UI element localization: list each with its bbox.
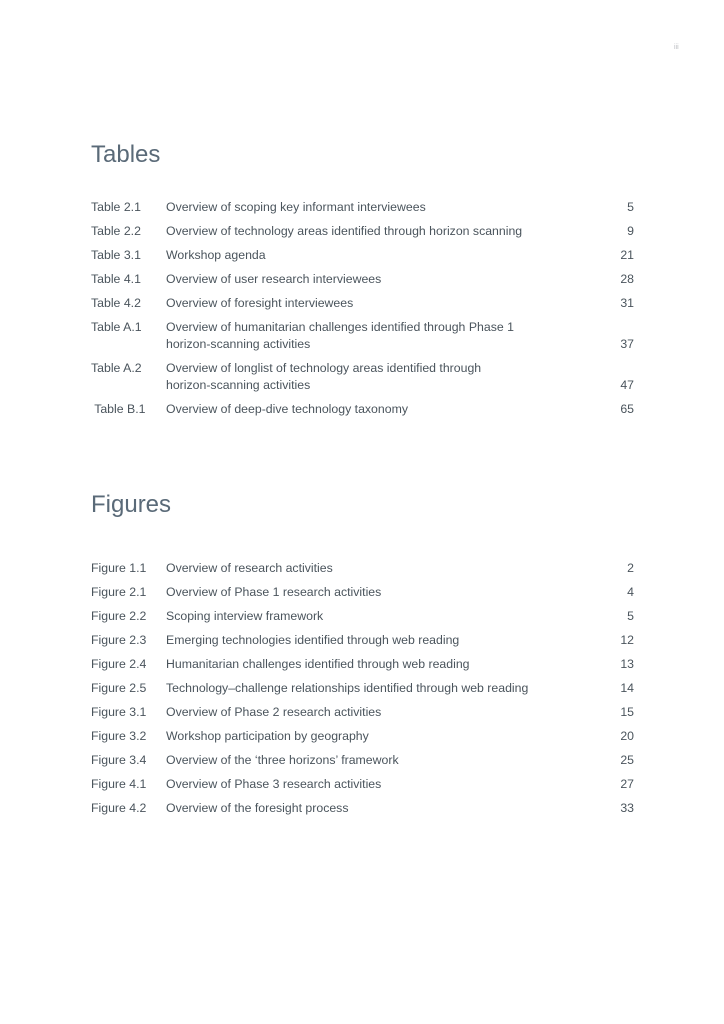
entry-page-number: 12 xyxy=(620,633,634,647)
page-number: iii xyxy=(674,44,679,51)
figure-entry[interactable] xyxy=(91,608,634,625)
entry-page-number: 65 xyxy=(620,402,634,416)
figure-entry[interactable] xyxy=(91,632,634,649)
entry-title: Technology–challenge relationships identified through web reading xyxy=(166,681,529,695)
entry-label: Table A.1 xyxy=(91,320,142,334)
entry-label: Figure 4.2 xyxy=(91,801,147,815)
list-of-figures xyxy=(91,560,634,824)
entry-label: Figure 4.1 xyxy=(91,777,147,791)
entry-page-number: 28 xyxy=(620,272,634,286)
entry-label: Table 4.1 xyxy=(91,272,141,286)
entry-title: Emerging technologies identified through web reading xyxy=(166,633,460,647)
entry-label: Table 2.2 xyxy=(91,224,141,238)
entry-label: Figure 2.2 xyxy=(91,609,147,623)
entry-page-number: 37 xyxy=(620,337,634,351)
entry-page-number: 4 xyxy=(627,585,634,599)
entry-title: Overview of Phase 1 research activities xyxy=(166,585,382,599)
entry-title: Overview of Phase 3 research activities xyxy=(166,777,382,791)
entry-label: Table 3.1 xyxy=(91,248,141,262)
table-entry[interactable] xyxy=(91,271,634,288)
entry-page-number: 5 xyxy=(627,609,634,623)
tables-heading: Tables xyxy=(91,141,161,168)
entry-title: Overview of Phase 2 research activities xyxy=(166,705,382,719)
entry-title: Overview of research activities xyxy=(166,561,333,575)
figure-entry[interactable] xyxy=(91,704,634,721)
entry-label: Figure 2.1 xyxy=(91,585,147,599)
table-entry[interactable] xyxy=(91,223,634,240)
entry-page-number: 20 xyxy=(620,729,634,743)
table-entry[interactable] xyxy=(91,401,634,418)
entry-label: Figure 2.5 xyxy=(91,681,147,695)
entry-label: Figure 3.2 xyxy=(91,729,147,743)
entry-page-number: 25 xyxy=(620,753,634,767)
entry-title: Workshop participation by geography xyxy=(166,729,369,743)
figure-entry[interactable] xyxy=(91,728,634,745)
list-of-tables xyxy=(91,199,634,425)
entry-page-number: 21 xyxy=(620,248,634,262)
figure-entry[interactable] xyxy=(91,800,634,817)
entry-label: Table 4.2 xyxy=(91,296,141,310)
entry-title: Scoping interview framework xyxy=(166,609,324,623)
entry-page-number: 27 xyxy=(620,777,634,791)
entry-title: Overview of the ‘three horizons’ framework xyxy=(166,753,399,767)
entry-title: Humanitarian challenges identified through web reading xyxy=(166,657,470,671)
figures-heading: Figures xyxy=(91,491,172,518)
table-entry[interactable] xyxy=(91,199,634,216)
entry-label: Table 2.1 xyxy=(91,200,141,214)
figure-entry[interactable] xyxy=(91,560,634,577)
entry-label: Figure 1.1 xyxy=(91,561,147,575)
entry-page-number: 15 xyxy=(620,705,634,719)
entry-label: Table A.2 xyxy=(91,361,142,375)
entry-title: Overview of deep-dive technology taxonomy xyxy=(166,402,408,416)
entry-title: Overview of scoping key informant interviewees xyxy=(166,200,426,214)
entry-title: Overview of longlist of technology areas identified through horizon-scanning activities xyxy=(166,361,482,392)
entry-title: Workshop agenda xyxy=(166,248,266,262)
figure-entry[interactable] xyxy=(91,776,634,793)
entry-label: Figure 2.4 xyxy=(91,657,147,671)
entry-page-number: 9 xyxy=(627,224,634,238)
entry-page-number: 5 xyxy=(627,200,634,214)
figure-entry[interactable] xyxy=(91,752,634,769)
entry-label: Figure 3.4 xyxy=(91,753,147,767)
entry-title: Overview of user research interviewees xyxy=(166,272,382,286)
table-entry[interactable] xyxy=(91,360,634,394)
table-entry[interactable] xyxy=(91,319,634,353)
entry-title: Overview of the foresight process xyxy=(166,801,349,815)
entry-page-number: 14 xyxy=(620,681,634,695)
entry-page-number: 33 xyxy=(620,801,634,815)
entry-title: Overview of humanitarian challenges identified through Phase 1 horizon-scanning activities xyxy=(166,320,514,351)
entry-page-number: 47 xyxy=(620,378,634,392)
entry-page-number: 2 xyxy=(627,561,634,575)
figure-entry[interactable] xyxy=(91,656,634,673)
entry-title: Overview of foresight interviewees xyxy=(166,296,354,310)
figure-entry[interactable] xyxy=(91,680,634,697)
table-entry[interactable] xyxy=(91,247,634,264)
entry-page-number: 13 xyxy=(620,657,634,671)
entry-label: Figure 2.3 xyxy=(91,633,147,647)
entry-label: Figure 3.1 xyxy=(91,705,147,719)
figure-entry[interactable] xyxy=(91,584,634,601)
entry-title: Overview of technology areas identified through horizon scanning xyxy=(166,224,523,238)
entry-page-number: 31 xyxy=(620,296,634,310)
table-entry[interactable] xyxy=(91,295,634,312)
entry-label: Table B.1 xyxy=(91,402,146,416)
